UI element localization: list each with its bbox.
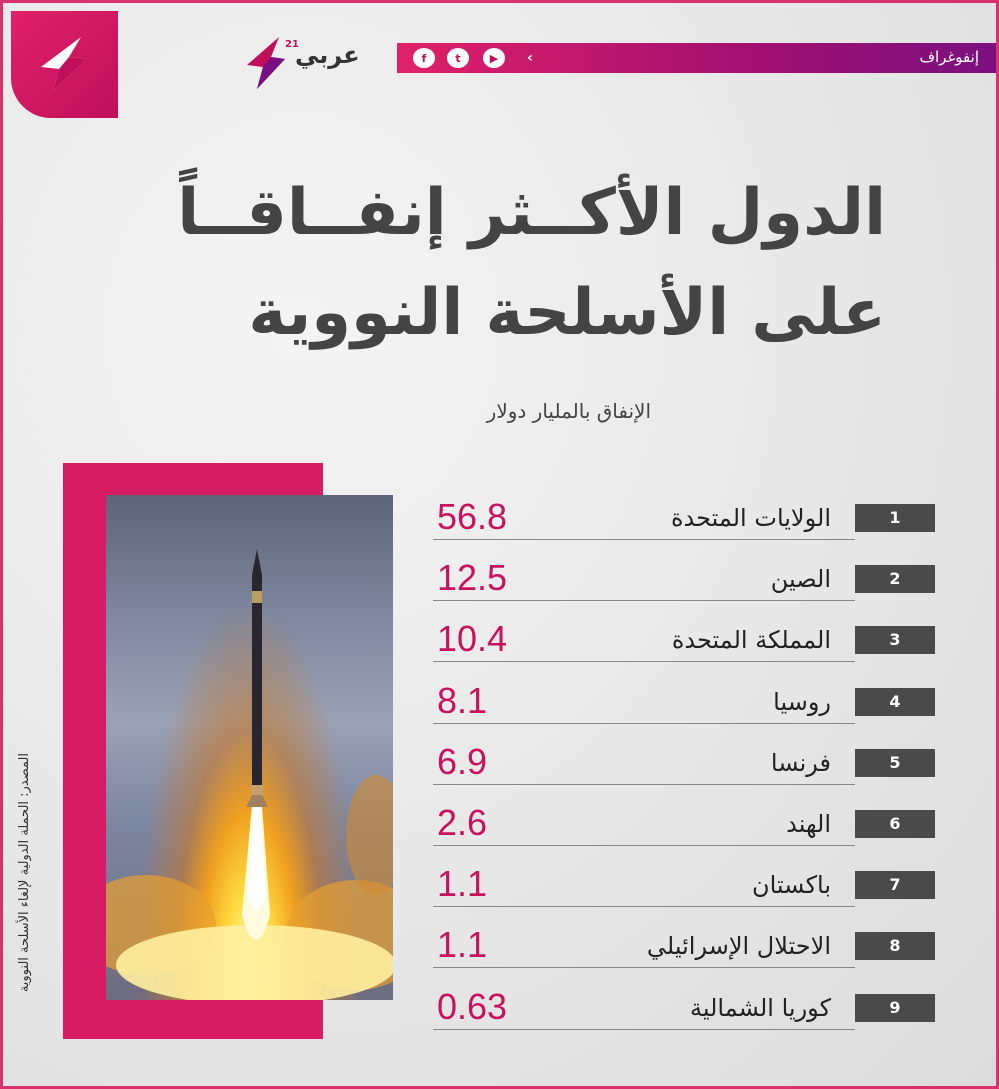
spending-value: 2.6 [437, 802, 488, 843]
spending-value: 10.4 [437, 618, 508, 660]
rank-badge: 8 [855, 932, 935, 960]
page-subtitle: الإنفاق بالمليار دولار [486, 399, 651, 423]
rank-badge: 7 [855, 871, 935, 899]
title-line-1: الدول الأكــثر إنفــاقــاً [177, 176, 886, 250]
country-name: المملكة المتحدة [671, 626, 831, 655]
rank-badge: 1 [855, 504, 935, 532]
row-divider [433, 784, 855, 785]
rank-badge: 9 [855, 994, 935, 1022]
corner-brand-logo [11, 11, 118, 118]
rank-badge: 4 [855, 688, 935, 716]
row-divider [433, 723, 855, 724]
country-name: الاحتلال الإسرائيلي [646, 932, 831, 961]
brand-arrow-icon [29, 29, 99, 99]
list-item [433, 557, 935, 601]
brand-superscript: 21 [285, 39, 299, 50]
spending-value: 8.1 [437, 679, 488, 721]
spending-value: 12.5 [437, 557, 508, 599]
source-note: المصدر: الحملة الدولية لإلغاء الأسلحة النووية [17, 753, 32, 993]
brand-arrow-icon[interactable]: ‹ [527, 50, 533, 66]
rank-badge: 6 [855, 810, 935, 838]
brand-logo[interactable] [243, 33, 373, 93]
rocket-icon [106, 495, 393, 1000]
brand-mark-icon [243, 33, 289, 93]
brand-name: عربي [295, 41, 360, 69]
country-name: الولايات المتحدة [670, 504, 831, 532]
row-divider [433, 845, 855, 846]
country-name: الصين [770, 565, 831, 594]
rank-badge: 5 [855, 749, 935, 777]
row-divider [433, 539, 855, 540]
spending-value: 6.9 [437, 740, 488, 782]
list-item [433, 679, 935, 724]
row-divider [433, 661, 855, 662]
youtube-icon[interactable]: ▶ [483, 48, 505, 68]
country-name: روسيا [773, 687, 831, 716]
country-name: الهند [786, 810, 831, 838]
row-divider [433, 600, 855, 601]
list-item [433, 740, 935, 785]
country-name: فرنسا [770, 748, 831, 777]
list-item [433, 802, 935, 846]
spending-value: 56.8 [437, 496, 508, 537]
rank-badge: 2 [855, 565, 935, 593]
missile-launch-photo [106, 495, 393, 1000]
list-item [433, 496, 935, 540]
spending-value: 0.63 [437, 985, 508, 1027]
section-label: إنفوغراف [919, 48, 979, 66]
row-divider [433, 906, 855, 907]
list-item [433, 985, 935, 1030]
row-divider [433, 1029, 855, 1030]
list-item [433, 863, 935, 907]
spending-value: 1.1 [437, 863, 488, 905]
page-title [126, 163, 886, 363]
header-bar [397, 43, 999, 73]
row-divider [433, 967, 855, 968]
title-line-2: على الأسلحة النووية [248, 276, 886, 350]
country-name: كوريا الشمالية [689, 993, 831, 1022]
twitter-icon[interactable]: t [447, 48, 469, 68]
rank-badge: 3 [855, 626, 935, 654]
country-name: باكستان [751, 871, 831, 900]
list-item [433, 618, 935, 662]
spending-value: 1.1 [437, 924, 488, 966]
facebook-icon[interactable]: f [413, 48, 435, 68]
list-item [433, 924, 935, 968]
